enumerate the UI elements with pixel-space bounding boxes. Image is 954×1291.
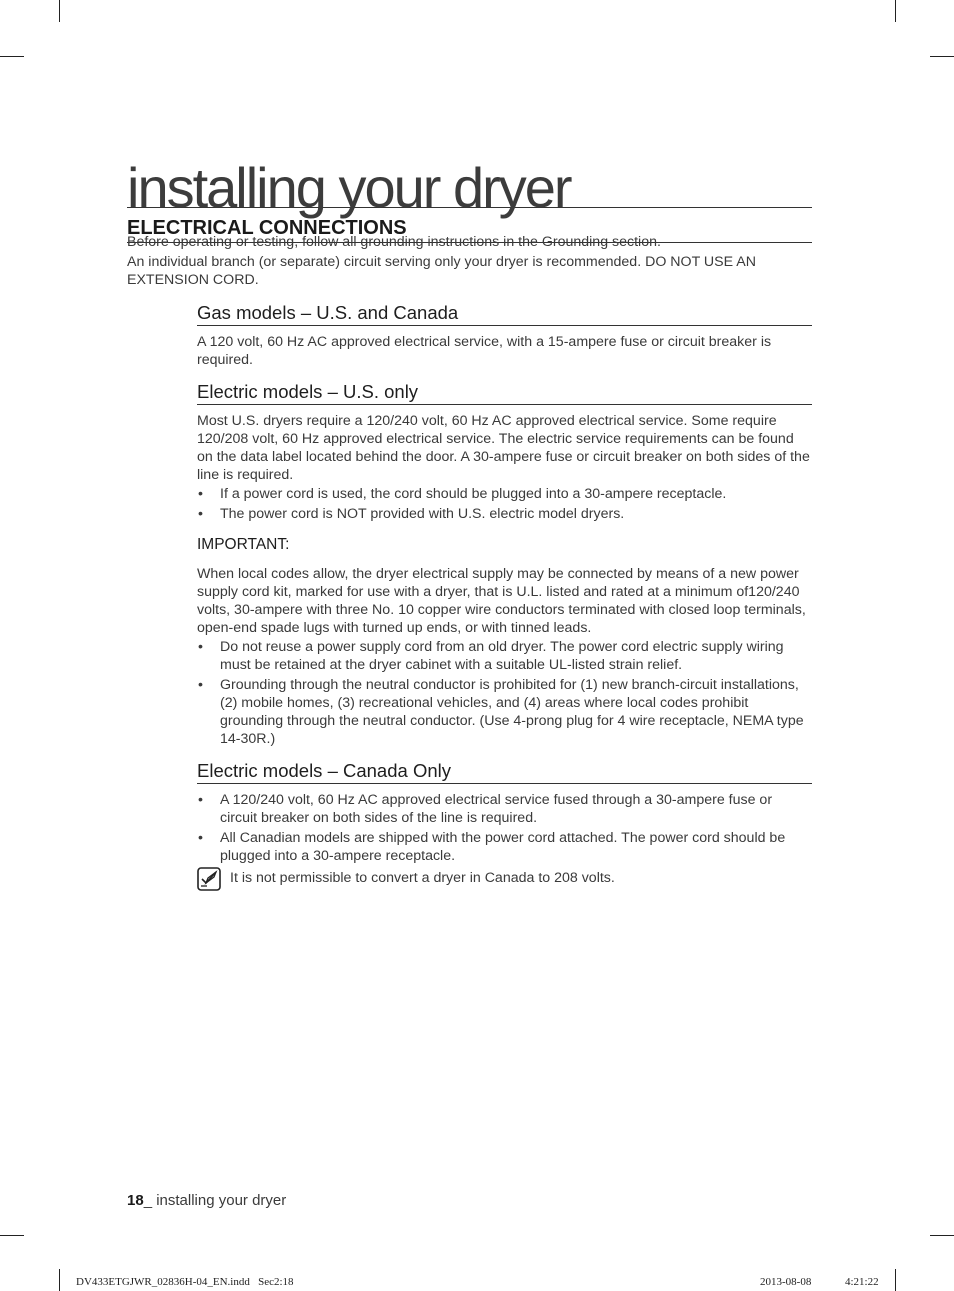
note-pencil-icon [197,867,221,891]
electric-us-bullets [197,485,812,523]
chapter-title: installing your dryer [127,156,812,208]
note-text: It is not permissible to convert a dryer in Canada to 208 volts. [230,870,615,886]
list-item: • Grounding through the neutral conductor is prohibited for (1) new branch-circuit installations, (2) mobile homes, (3) recreational vehicles, and (4) areas where local codes prohibit grounding through the neutral conductor. (Use 4-prong plug for 4 wire receptacle, NEMA type 14-30R.) [197,676,812,748]
electric-canada-bullets [197,791,812,865]
slug-file: DV433ETGJWR_02836H-04_EN.indd Sec2:18 [76,1276,294,1288]
intro-paragraph: Before operating or testing, follow all grounding instructions in the Grounding section. [127,234,661,250]
page-number: 18 [127,1192,144,1209]
intro-paragraph: An individual branch (or separate) circuit serving only your dryer is recommended. DO NOT USE AN EXTENSION CORD. [127,254,756,288]
crop-mark [59,1269,60,1291]
crop-mark [0,56,24,57]
crop-mark [930,56,954,57]
gas-models-title: Gas models – U.S. and Canada [197,302,812,326]
page-footer [127,1192,286,1209]
list-item: • If a power cord is used, the cord should be plugged into a 30-ampere receptacle. [197,485,812,503]
electric-us-title: Electric models – U.S. only [197,381,812,405]
electric-us-text: Most U.S. dryers require a 120/240 volt, 60 Hz AC approved electrical service. Some require 120/208 volt, 60 Hz approved electrical service. The electric service requirements can be found on the data label located behind the door. A 30-ampere fuse or circuit breaker on both sides of the line is required. [197,413,810,483]
crop-mark [0,1235,24,1236]
list-item: • All Canadian models are shipped with the power cord attached. The power cord should be plugged into a 30-ampere receptacle. [197,829,812,865]
crop-mark [895,0,896,22]
footer-text: _ installing your dryer [143,1192,287,1209]
section-title: ELECTRICAL CONNECTIONS [127,216,812,243]
list-item: • The power cord is NOT provided with U.S. electric model dryers. [197,505,812,523]
slug-date: 2013-08-08 [760,1276,812,1288]
list-item: • Do not reuse a power supply cord from an old dryer. The power cord electric supply wiring must be retained at the dryer cabinet with a suitable UL-listed strain relief. [197,638,812,674]
gas-models-text: A 120 volt, 60 Hz AC approved electrical service, with a 15-ampere fuse or circuit breaker is required. [197,334,772,368]
electric-canada-title: Electric models – Canada Only [197,760,812,784]
note [197,866,812,894]
crop-mark [59,0,60,22]
important-label: IMPORTANT: [197,536,290,553]
crop-mark [895,1269,896,1291]
slug-time: 4:21:22 [845,1276,879,1288]
crop-mark [930,1235,954,1236]
important-text: When local codes allow, the dryer electrical supply may be connected by means of a new power supply cord kit, marked for use with a dryer, that is U.L. listed and rated at a minimum of120/240 volts, 30-ampere with three No. 10 copper wire conductors terminated with closed loop terminals, open-end spade lugs with turned up ends, or with tinned leads. [197,566,806,636]
list-item: • A 120/240 volt, 60 Hz AC approved electrical service fused through a 30-ampere fuse or circuit breaker on both sides of the line is required. [197,791,812,827]
important-bullets [197,638,812,748]
